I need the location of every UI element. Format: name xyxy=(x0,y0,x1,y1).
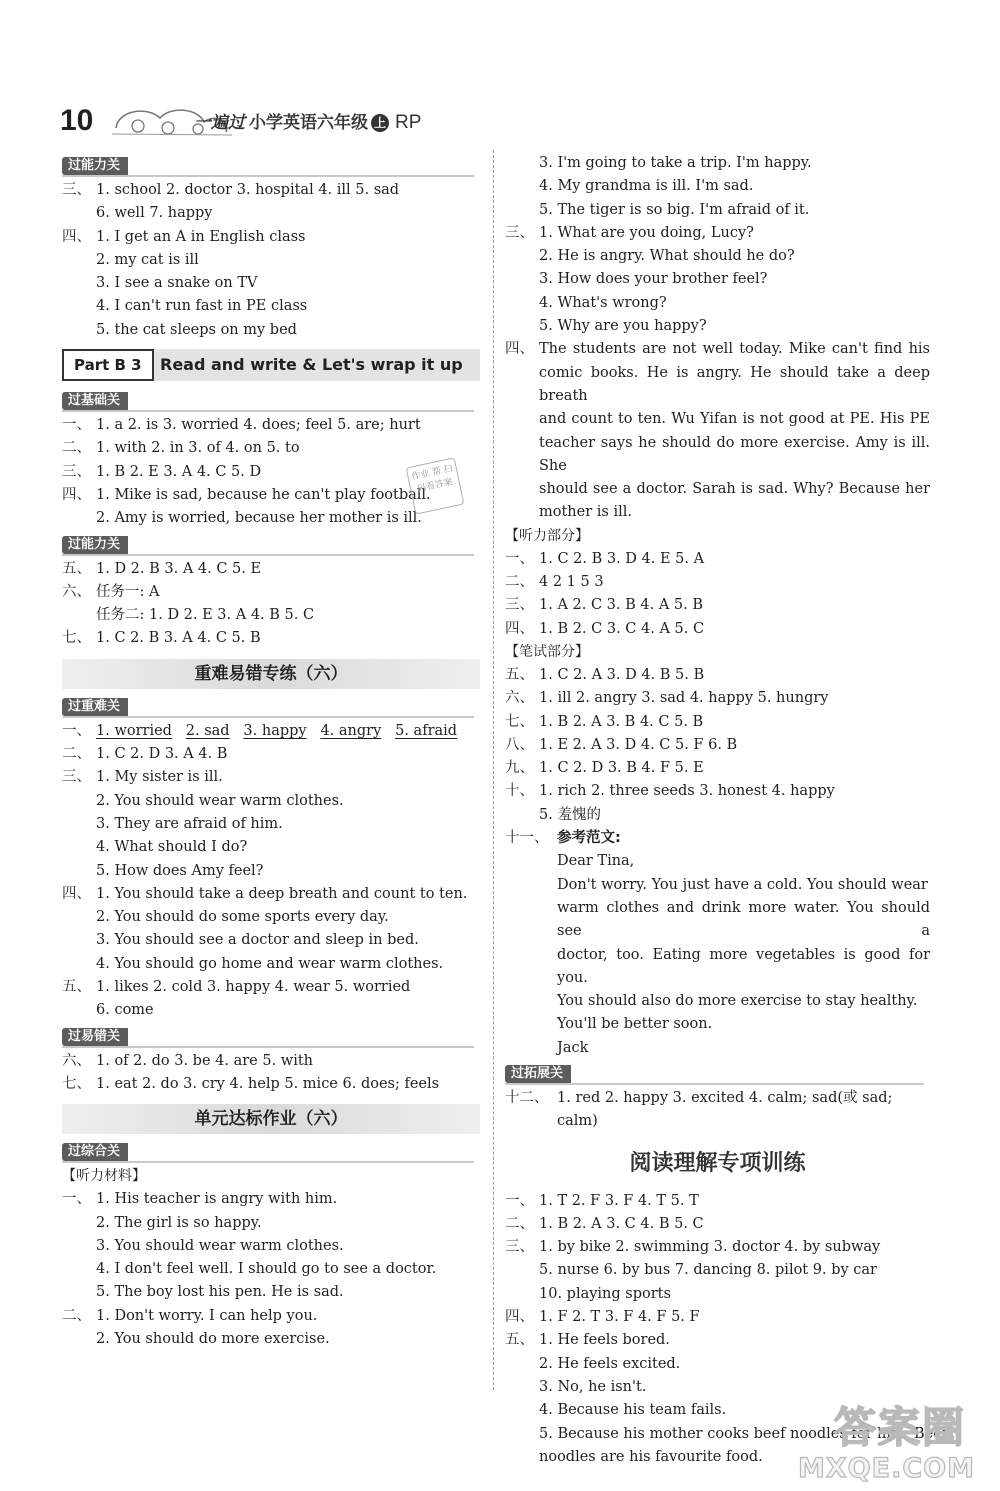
question-number xyxy=(505,292,539,315)
section-banner: 重难易错专练（六） xyxy=(62,659,480,689)
question-number: 五、 xyxy=(62,979,91,996)
answer-line xyxy=(505,175,930,198)
question-number xyxy=(62,272,96,295)
answer-line xyxy=(505,548,930,571)
answer-text: 2. The girl is so happy. xyxy=(96,1214,262,1231)
sample-letter: Dear Tina, Don't worry. You just have a cold. You should wear warm clothes and drink more water. You should see a doctor, too. Eating more vegetables is good for you. You should also do more exercise to stay healthy. You'll be better soon. Jack xyxy=(557,853,930,1056)
question-number: 三、 xyxy=(505,597,534,614)
answer-line xyxy=(62,883,480,906)
answer-text: 1. He feels bored. xyxy=(539,1332,670,1349)
question-number xyxy=(505,1259,539,1282)
question-number: 四、 xyxy=(505,1309,534,1326)
answer-text: 1. B 2. A 3. B 4. C 5. B xyxy=(539,713,704,730)
question-number xyxy=(62,836,96,859)
question-number: 六、 xyxy=(505,690,534,707)
answer-line xyxy=(505,594,930,617)
question-number xyxy=(62,1212,96,1235)
answer-text: 2. my cat is ill xyxy=(96,251,199,268)
answer-text: 1. by bike 2. swimming 3. doctor 4. by subway xyxy=(539,1239,881,1256)
question-number: 三、 xyxy=(62,463,91,480)
answer-line xyxy=(62,1212,480,1235)
section-tag: 过拓展关 xyxy=(505,1062,930,1086)
question-number xyxy=(62,1328,96,1351)
answer-text: 1. likes 2. cold 3. happy 4. wear 5. worried xyxy=(96,979,411,996)
book-name: 小学英语六年级 xyxy=(249,113,368,133)
answer-text: 4. You should go home and wear warm clothes. xyxy=(96,955,444,972)
answer-text: 2. He feels excited. xyxy=(539,1355,681,1372)
question-number xyxy=(62,202,96,225)
answer-text: 1. His teacher is angry with him. xyxy=(96,1191,338,1208)
answer-text: 3. I'm going to take a trip. I'm happy. xyxy=(539,155,812,171)
answer-block xyxy=(62,558,480,651)
question-number xyxy=(62,813,96,836)
answer-line xyxy=(505,292,930,315)
answer-text: 1. Don't worry. I can help you. xyxy=(96,1307,318,1324)
answer-text: 3. No, he isn't. xyxy=(539,1378,647,1395)
answer-line xyxy=(505,734,930,757)
answer-block xyxy=(505,664,930,827)
question-number: 七、 xyxy=(62,630,91,647)
answer-block xyxy=(505,152,930,338)
answer-text: 5. nurse 6. by bus 7. dancing 8. pilot 9. by car xyxy=(539,1262,877,1279)
site-watermark xyxy=(798,1395,986,1485)
question-number: 四、 xyxy=(62,486,91,503)
answer-line xyxy=(62,1188,480,1211)
question-number xyxy=(505,1353,539,1376)
answer-text: 1. rich 2. three seeds 3. honest 4. happy xyxy=(539,783,835,800)
section-tag: 过能力关 xyxy=(62,533,480,557)
answer-text: 1. You should take a deep breath and count to ten. xyxy=(96,885,468,902)
answer-line xyxy=(505,804,930,827)
answer-text: 1. B 2. C 3. C 4. A 5. C xyxy=(539,620,705,637)
question-number xyxy=(505,199,539,222)
answer-text: 1. B 2. A 3. C 4. B 5. C xyxy=(539,1215,704,1232)
answer-line xyxy=(505,1306,930,1329)
answer-line: calm) xyxy=(557,1113,598,1130)
answer-line xyxy=(505,268,930,291)
answer-text: 4. I don't feel well. I should go to see a doctor. xyxy=(96,1261,437,1278)
underlined-answer: 2. sad xyxy=(185,722,230,739)
question-number xyxy=(505,152,539,175)
answer-text: 1. ill 2. angry 3. sad 4. happy 5. hungry xyxy=(539,690,829,707)
answer-line xyxy=(505,1259,930,1282)
answer-line xyxy=(62,953,480,976)
section-banner: 单元达标作业（六） xyxy=(62,1104,480,1134)
question-number: 四、 xyxy=(505,620,534,637)
answer-text: 1. E 2. A 3. D 4. C 5. F 6. B xyxy=(539,736,738,753)
answer-text: 任务二: 1. D 2. E 3. A 4. B 5. C xyxy=(96,607,315,624)
answer-block xyxy=(505,548,930,641)
answer-text: 1. What are you doing, Lucy? xyxy=(539,224,754,241)
answer-line xyxy=(62,249,480,272)
homework-stamp: 作业 帮 扫码看答案 xyxy=(406,457,465,514)
answer-line xyxy=(62,437,480,460)
answer-text: 1. F 2. T 3. F 4. F 5. F xyxy=(539,1309,700,1326)
answer-line xyxy=(505,152,930,175)
answer-text: 10. playing sports xyxy=(539,1285,671,1302)
question-number xyxy=(62,790,96,813)
question-number xyxy=(62,1281,96,1304)
answer-line: noodles are his favourite food. xyxy=(539,1448,763,1465)
answer-text: 4. My grandma is ill. I'm sad. xyxy=(539,178,754,195)
answer-line xyxy=(505,1236,930,1259)
underlined-answer: 4. angry xyxy=(320,722,382,739)
answer-text: 1. with 2. in 3. of 4. on 5. to xyxy=(96,440,300,457)
answer-line xyxy=(62,813,480,836)
question-number: 一、 xyxy=(62,1191,91,1208)
answer-line xyxy=(505,618,930,641)
section-tag: 过综合关 xyxy=(62,1140,480,1164)
section-tag: 过重难关 xyxy=(62,695,480,719)
answer-line xyxy=(62,295,480,318)
answer-line xyxy=(505,1190,930,1213)
answer-line xyxy=(62,1258,480,1281)
question-number xyxy=(62,999,96,1022)
answer-line xyxy=(62,999,480,1022)
question-number xyxy=(505,804,539,827)
answer-line xyxy=(62,604,480,627)
edition-label: RP xyxy=(395,112,422,133)
answer-text: 5. The boy lost his pen. He is sad. xyxy=(96,1284,344,1301)
question-number: 五、 xyxy=(505,666,534,683)
answer-line xyxy=(505,199,930,222)
question-number: 七、 xyxy=(505,713,534,730)
answer-text: 5. The tiger is so big. I'm afraid of it. xyxy=(539,201,810,218)
question-number xyxy=(505,1399,539,1422)
answer-block xyxy=(62,743,480,1023)
question-number xyxy=(62,249,96,272)
paragraph-answer: 四、 The students are not well today. Mike can't find his comic books. He is angry. He should take a deep breath and count to ten. Wu Yifan is not good at PE. His PE teacher says he should do more exercise. Amy is ill. She should see a doctor. Sarah is sad. Why? Because her mother is ill. xyxy=(505,341,930,521)
answer-block xyxy=(62,1050,480,1097)
answer-text: 1. of 2. do 3. be 4. are 5. with xyxy=(96,1052,313,1069)
answer-line xyxy=(62,976,480,999)
part-label: Part B 3 xyxy=(62,349,154,381)
question-number xyxy=(505,1283,539,1306)
answer-text: 任务一: A xyxy=(96,583,160,600)
answer-text: 4. I can't run fast in PE class xyxy=(96,298,308,315)
answer-text: 1. T 2. F 3. F 4. T 5. T xyxy=(539,1192,699,1209)
answer-line xyxy=(62,860,480,883)
answer-line xyxy=(62,1073,480,1096)
question-number: 十、 xyxy=(505,783,534,800)
answer-text: 1. C 2. D 3. A 4. B xyxy=(96,746,228,763)
volume-badge: 上 xyxy=(371,114,389,132)
subsection-label: 【听力材料】 xyxy=(62,1168,146,1185)
question-number: 四、 xyxy=(62,228,91,245)
part-banner xyxy=(62,349,480,381)
answer-line xyxy=(505,757,930,780)
right-column xyxy=(505,152,948,1469)
answer-text: 3. How does your brother feel? xyxy=(539,271,768,288)
answer-text: 1. D 2. B 3. A 4. C 5. E xyxy=(96,560,262,577)
answer-line xyxy=(505,222,930,245)
page-number: 10 xyxy=(60,104,94,137)
question-number xyxy=(62,1235,96,1258)
answer-line xyxy=(505,315,930,338)
answer-text: 5. How does Amy feel? xyxy=(96,862,264,879)
question-number xyxy=(505,315,539,338)
question-number xyxy=(62,1258,96,1281)
question-number xyxy=(505,245,539,268)
answer-line: 十二、 1. red 2. happy 3. excited 4. calm; sad(或 sad; xyxy=(505,1089,893,1106)
answer-line xyxy=(62,1305,480,1328)
question-number: 七、 xyxy=(62,1075,91,1092)
question-number: 一、 xyxy=(62,417,91,434)
answer-line: 5. Because his mother cooks beef noodles for him. Beef xyxy=(539,1425,948,1442)
underlined-answer: 5. afraid xyxy=(395,722,458,739)
answer-text: 1. C 2. A 3. D 4. B 5. B xyxy=(539,666,705,683)
question-number xyxy=(62,295,96,318)
answer-line xyxy=(505,1283,930,1306)
answer-block xyxy=(62,1188,480,1351)
answer-line xyxy=(505,711,930,734)
answer-line xyxy=(62,790,480,813)
watermark-url-text: MXQE.COM xyxy=(798,1453,975,1484)
question-number xyxy=(62,929,96,952)
answer-line xyxy=(62,906,480,929)
answer-line xyxy=(62,558,480,581)
underlined-answer: 3. happy xyxy=(243,722,307,739)
answer-line xyxy=(505,780,930,803)
question-number: 五、 xyxy=(505,1332,534,1349)
answer-line xyxy=(62,272,480,295)
answer-line xyxy=(62,319,480,342)
answer-text: 1. a 2. is 3. worried 4. does; feel 5. are; hurt xyxy=(96,417,421,434)
answer-line xyxy=(62,836,480,859)
question-number xyxy=(62,319,96,342)
page-header xyxy=(60,100,480,144)
essay-heading: 十一、 参考范文: xyxy=(505,830,621,847)
question-number: 四、 xyxy=(62,885,91,902)
answer-text: 2. You should do some sports every day. xyxy=(96,909,389,926)
answer-text: 2. You should wear warm clothes. xyxy=(96,792,344,809)
subsection-label: 【听力部分】 xyxy=(505,527,589,544)
question-number: 三、 xyxy=(505,224,534,241)
answer-line xyxy=(505,1329,930,1352)
answer-text: 3. You should wear warm clothes. xyxy=(96,1237,344,1254)
section-tag: 过基础关 xyxy=(62,389,480,413)
question-number xyxy=(505,1376,539,1399)
left-column xyxy=(62,152,480,1351)
column-divider xyxy=(493,150,494,1390)
question-number: 一、 xyxy=(505,1192,534,1209)
answer-line: 一、 1. worried 2. sad 3. happy 4. angry 5. afraid xyxy=(62,722,458,739)
answer-text: 5. Why are you happy? xyxy=(539,318,707,335)
answer-text: 4. What's wrong? xyxy=(539,294,667,311)
answer-block xyxy=(505,1190,930,1423)
question-number xyxy=(505,175,539,198)
answer-text: 4. Because his team fails. xyxy=(539,1402,727,1419)
answer-text: 1. I get an A in English class xyxy=(96,228,306,245)
answer-line xyxy=(62,226,480,249)
question-number: 二、 xyxy=(62,1307,91,1324)
answer-line xyxy=(62,743,480,766)
answer-text: 3. You should see a doctor and sleep in bed. xyxy=(96,932,419,949)
question-number xyxy=(62,507,96,530)
answer-text: 4 2 1 5 3 xyxy=(539,574,604,591)
answer-text: 1. C 2. B 3. A 4. C 5. B xyxy=(96,630,261,647)
question-number: 六、 xyxy=(62,1052,91,1069)
brand-name: 一遍过 xyxy=(194,113,245,133)
answer-line xyxy=(505,245,930,268)
question-number xyxy=(62,906,96,929)
answer-line xyxy=(62,202,480,225)
answer-line xyxy=(62,1235,480,1258)
question-number: 二、 xyxy=(62,746,91,763)
question-number xyxy=(62,860,96,883)
subsection-label: 【笔试部分】 xyxy=(505,643,589,660)
answer-text: 3. I see a snake on TV xyxy=(96,275,258,292)
answer-line xyxy=(505,1353,930,1376)
answer-block xyxy=(62,179,480,342)
question-number: 五、 xyxy=(62,560,91,577)
question-number: 二、 xyxy=(505,1215,534,1232)
question-number xyxy=(505,268,539,291)
part-title: Read and write & Let's wrap it up xyxy=(160,355,463,375)
answer-text: 1. Mike is sad, because he can't play football. xyxy=(96,486,431,503)
answer-text: 1. school 2. doctor 3. hospital 4. ill 5. sad xyxy=(96,182,400,198)
answer-text: 2. He is angry. What should he do? xyxy=(539,248,795,265)
answer-line xyxy=(62,414,480,437)
answer-text: 6. well 7. happy xyxy=(96,205,213,222)
answer-text: 4. What should I do? xyxy=(96,839,248,856)
answer-text: 1. C 2. D 3. B 4. F 5. E xyxy=(539,760,704,777)
question-number: 三、 xyxy=(505,1239,534,1256)
question-number: 六、 xyxy=(62,583,91,600)
question-number: 三、 xyxy=(62,182,91,198)
question-number: 八、 xyxy=(505,736,534,753)
answer-text: 1. eat 2. do 3. cry 4. help 5. mice 6. does; feels xyxy=(96,1075,440,1092)
answer-text: 1. A 2. C 3. B 4. A 5. B xyxy=(539,597,704,614)
question-number: 九、 xyxy=(505,760,534,777)
answer-text: 5. 羞愧的 xyxy=(539,806,601,823)
answer-text: 3. They are afraid of him. xyxy=(96,815,283,832)
answer-line xyxy=(62,627,480,650)
question-number: 一、 xyxy=(505,550,534,567)
answer-text: 1. My sister is ill. xyxy=(96,769,223,786)
answer-text: 2. You should do more exercise. xyxy=(96,1330,330,1347)
answer-text: 5. the cat sleeps on my bed xyxy=(96,321,297,338)
answer-line xyxy=(505,687,930,710)
answer-line xyxy=(505,1213,930,1236)
watermark-logo-text: 答案圈 xyxy=(834,1403,967,1452)
question-number xyxy=(62,953,96,976)
answer-line xyxy=(62,581,480,604)
question-number: 二、 xyxy=(62,440,91,457)
underlined-answer: 1. worried xyxy=(96,722,172,739)
answer-line xyxy=(62,1281,480,1304)
book-title xyxy=(194,108,421,134)
question-number: 二、 xyxy=(505,574,534,591)
question-number xyxy=(62,604,96,627)
answer-line xyxy=(62,1050,480,1073)
answer-line xyxy=(505,664,930,687)
answer-text: 6. come xyxy=(96,1002,154,1019)
answer-text: 1. B 2. E 3. A 4. C 5. D xyxy=(96,463,262,480)
answer-line xyxy=(62,766,480,789)
answer-text: 1. C 2. B 3. D 4. E 5. A xyxy=(539,550,705,567)
answer-text: 2. Amy is worried, because her mother is ill. xyxy=(96,510,422,527)
answer-line xyxy=(62,1328,480,1351)
section-tag: 过能力关 xyxy=(62,154,480,178)
answer-line xyxy=(505,571,930,594)
section-title: 阅读理解专项训练 xyxy=(629,1150,806,1176)
answer-line xyxy=(62,179,480,202)
answer-line xyxy=(62,929,480,952)
question-number: 三、 xyxy=(62,769,91,786)
section-tag: 过易错关 xyxy=(62,1025,480,1049)
